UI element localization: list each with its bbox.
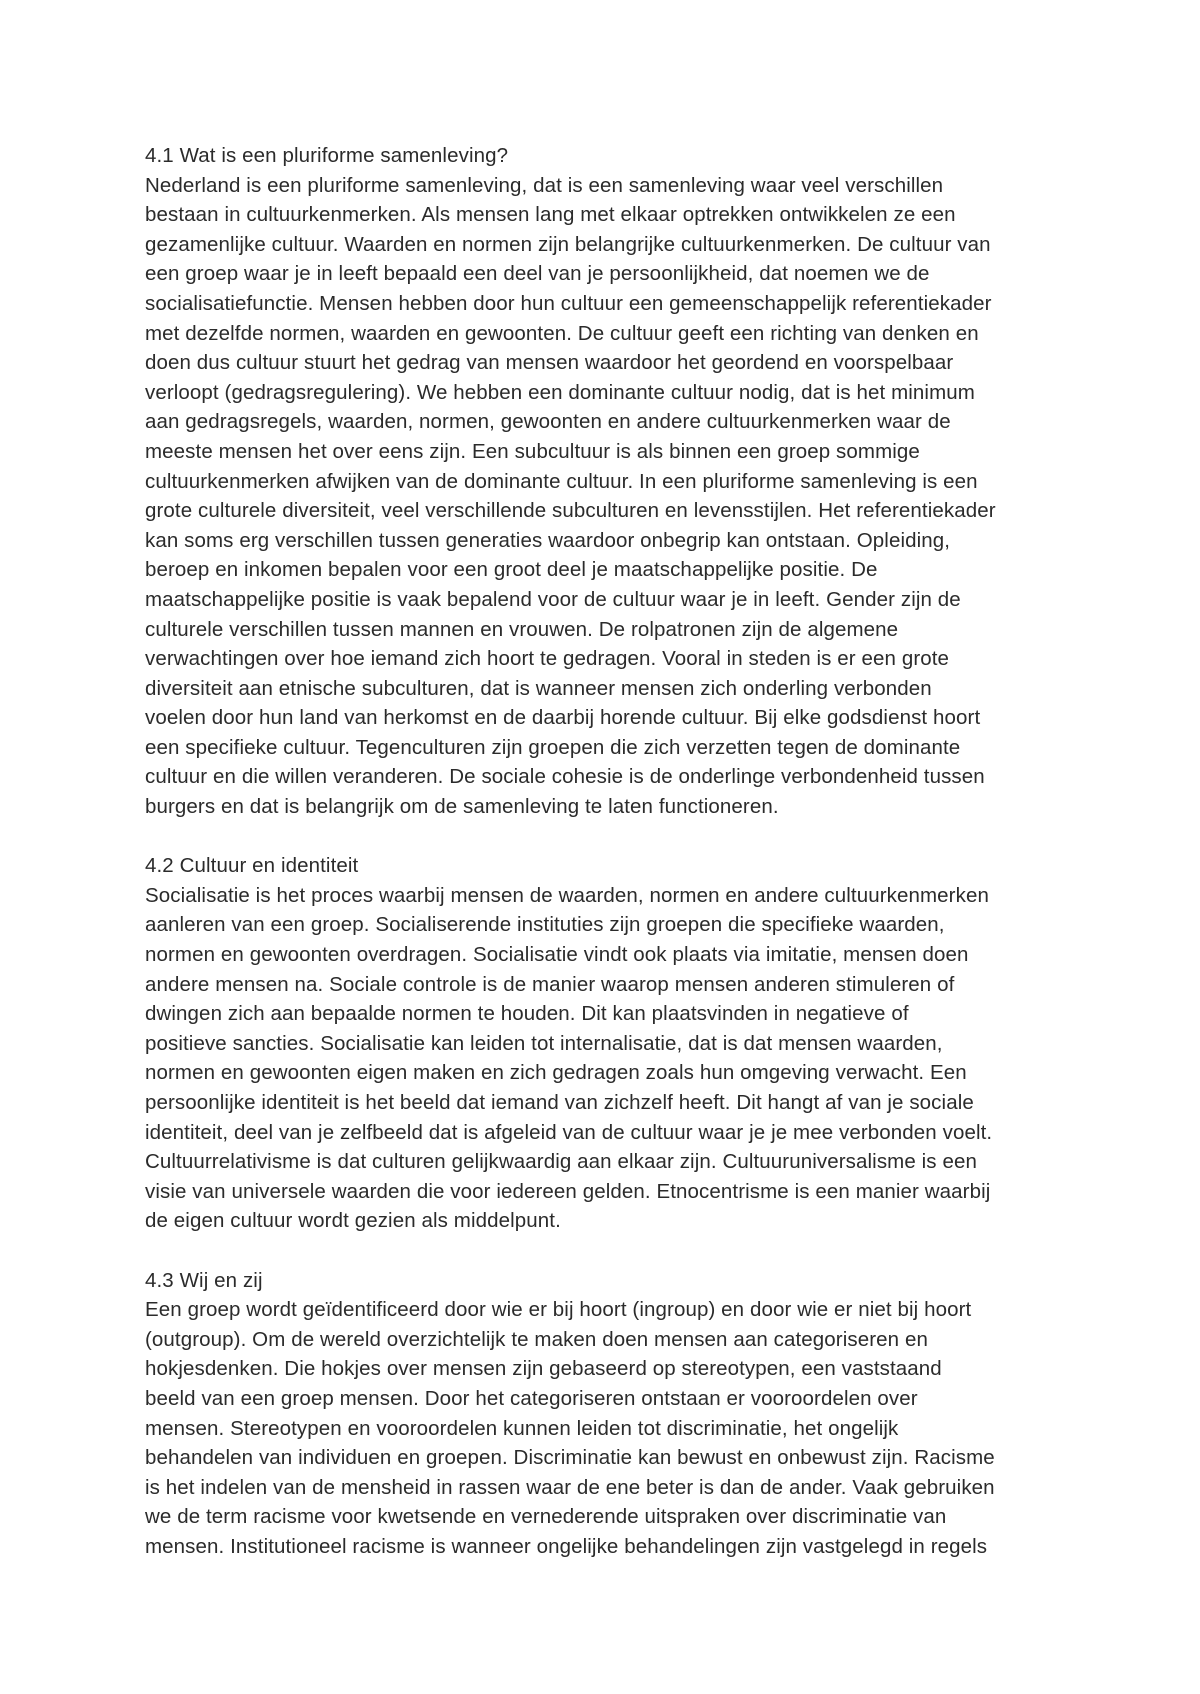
text-line: visie van universele waarden die voor iedereen gelden. Etnocentrisme is een manier waarbij (145, 1179, 991, 1203)
text-line: persoonlijke identiteit is het beeld dat iemand van zichzelf heeft. Dit hangt af van je sociale (145, 1091, 974, 1114)
text-line: beroep en inkomen bepalen voor een groot deel je maatschappelijke positie. De (145, 558, 878, 582)
text-line: met dezelfde normen, waarden en gewoonten. De cultuur geeft een richting van denken en (145, 321, 979, 345)
text-line: mensen. Institutioneel racisme is wanneer ongelijke behandelingen zijn vastgelegd in regels (145, 1534, 988, 1558)
text-line: Nederland is een pluriforme samenleving, dat is een samenleving waar veel verschillen (145, 173, 944, 197)
text-line: meeste mensen het over eens zijn. Een subcultuur is als binnen een groep sommige (145, 439, 920, 463)
text-line: doen dus cultuur stuurt het gedrag van mensen waardoor het geordend en voorspelbaar (145, 351, 954, 375)
section-body (145, 1295, 1075, 1561)
section-title: 4.2 Cultuur en identiteit (145, 854, 359, 878)
section-body (145, 881, 1075, 1236)
text-line: Cultuurrelativisme is dat culturen gelijkwaardig aan elkaar zijn. Cultuuruniversalisme is een (145, 1150, 977, 1174)
text-line: normen en gewoonten eigen maken en zich gedragen zoals hun omgeving verwacht. Een (145, 1061, 967, 1085)
text-line: culturele verschillen tussen mannen en vrouwen. De rolpatronen zijn de algemene (145, 617, 899, 641)
text-line: de eigen cultuur wordt gezien als middelpunt. (145, 1209, 561, 1233)
text-line: we de term racisme voor kwetsende en vernederende uitspraken over discriminatie van (145, 1505, 947, 1529)
text-line: beeld van een groep mensen. Door het categoriseren ontstaan er vooroordelen over (145, 1386, 918, 1410)
text-line: verloopt (gedragsregulering). We hebben een dominante cultuur nodig, dat is het minimum (145, 380, 975, 404)
text-line: een groep waar je in leeft bepaald een deel van je persoonlijkheid, dat noemen we de (145, 262, 930, 286)
text-line: aan gedragsregels, waarden, normen, gewoonten en andere cultuurkenmerken waar de (145, 410, 951, 434)
text-line: voelen door hun land van herkomst en de daarbij horende cultuur. Bij elke godsdienst hoort (145, 706, 981, 730)
text-line: bestaan in cultuurkenmerken. Als mensen lang met elkaar optrekken ontwikkelen ze een (145, 203, 956, 227)
text-line: positieve sancties. Socialisatie kan leiden tot internalisatie, dat is dat mensen waarden, (145, 1031, 943, 1055)
section-title: 4.3 Wij en zij (145, 1268, 263, 1292)
text-line: Een groep wordt geïdentificeerd door wie er bij hoort (ingroup) en door wie er niet bij hoort (145, 1298, 972, 1322)
section-body (145, 171, 1075, 822)
text-line: Socialisatie is het proces waarbij mensen de waarden, normen en andere cultuurkenmerken (145, 883, 989, 907)
text-line: diversiteit aan etnische subculturen, dat is wanneer mensen zich onderling verbonden (145, 676, 932, 700)
text-line: verwachtingen over hoe iemand zich hoort te gedragen. Vooral in steden is er een grote (145, 647, 950, 671)
text-line: dwingen zich aan bepaalde normen te houden. Dit kan plaatsvinden in negatieve of (145, 1002, 909, 1026)
text-line: socialisatiefunctie. Mensen hebben door hun cultuur een gemeenschappelijk referentiekader (145, 291, 992, 315)
text-line: cultuur en die willen veranderen. De sociale cohesie is de onderlinge verbondenheid tussen (145, 765, 985, 789)
text-line: andere mensen na. Sociale controle is de manier waarop mensen anderen stimuleren of (145, 972, 955, 996)
text-line: identiteit, deel van je zelfbeeld dat is afgeleid van de cultuur waar je je mee verbonden voelt. (145, 1120, 993, 1144)
text-line: een specifieke cultuur. Tegenculturen zijn groepen die zich verzetten tegen de dominante (145, 735, 961, 759)
section-4-2 (145, 851, 1075, 1236)
text-line: hokjesdenken. Die hokjes over mensen zijn gebaseerd op stereotypen, een vaststaand (145, 1357, 942, 1381)
text-line: cultuurkenmerken afwijken van de dominante cultuur. In een pluriforme samenleving is een (145, 469, 978, 493)
text-line: burgers en dat is belangrijk om de samenleving te laten functioneren. (145, 795, 779, 819)
section-4-3 (145, 1266, 1075, 1562)
text-line: aanleren van een groep. Socialiserende instituties zijn groepen die specifieke waarden, (145, 913, 945, 937)
document-body (145, 141, 1075, 1562)
section-title: 4.1 Wat is een pluriforme samenleving? (145, 144, 509, 167)
text-line: gezamenlijke cultuur. Waarden en normen zijn belangrijke cultuurkenmerken. De cultuur van (145, 232, 991, 256)
text-line: grote culturele diversiteit, veel verschillende subculturen en levensstijlen. Het referentiekader (145, 499, 996, 523)
text-line: (outgroup). Om de wereld overzichtelijk te maken doen mensen aan categoriseren en (145, 1327, 928, 1351)
text-line: kan soms erg verschillen tussen generaties waardoor onbegrip kan ontstaan. Opleiding, (145, 528, 951, 552)
text-line: maatschappelijke positie is vaak bepalend voor de cultuur waar je in leeft. Gender zijn de (145, 587, 961, 611)
text-line: normen en gewoonten overdragen. Socialisatie vindt ook plaats via imitatie, mensen doen (145, 943, 969, 967)
section-4-1 (145, 141, 1075, 822)
text-line: behandelen van individuen en groepen. Discriminatie kan bewust en onbewust zijn. Racisme (145, 1446, 995, 1470)
text-line: mensen. Stereotypen en vooroordelen kunnen leiden tot discriminatie, het ongelijk (145, 1416, 899, 1440)
text-line: is het indelen van de mensheid in rassen waar de ene beter is dan de ander. Vaak gebruiken (145, 1475, 995, 1499)
